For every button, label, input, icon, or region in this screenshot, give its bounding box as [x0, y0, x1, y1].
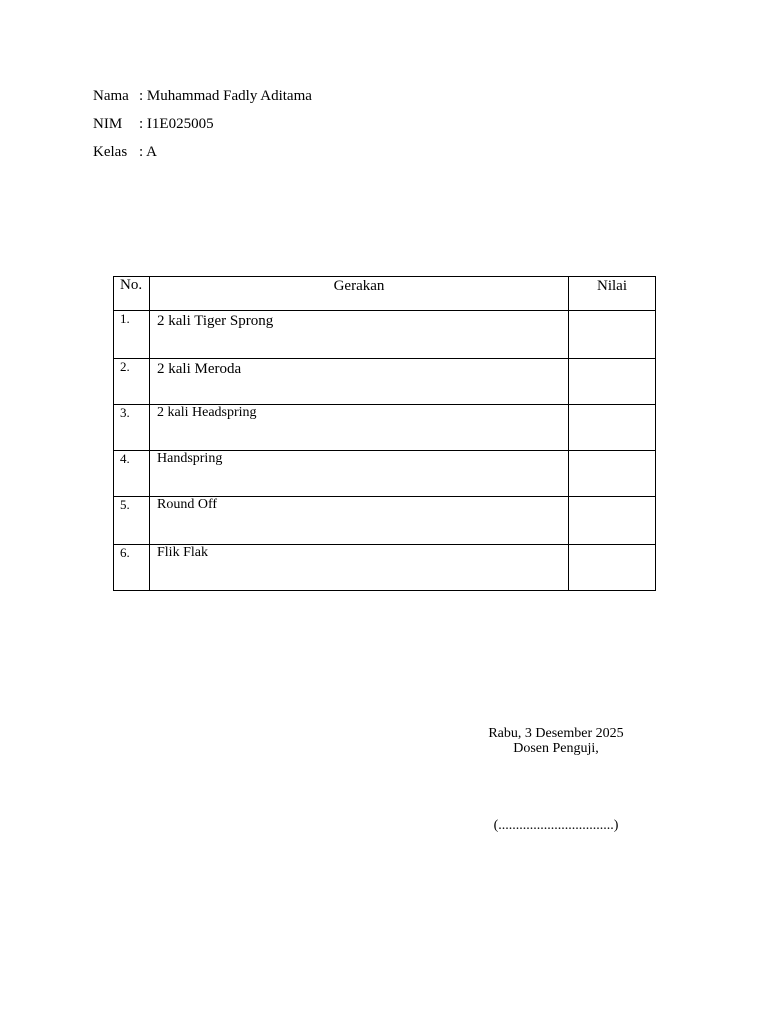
class-row — [93, 142, 312, 170]
header-no: No. — [114, 277, 150, 311]
name-row — [93, 86, 312, 114]
row-nilai — [569, 405, 656, 451]
row-gerakan-cell — [150, 497, 569, 545]
table-row — [114, 359, 656, 405]
nim-row — [93, 114, 312, 142]
nim-label: NIM — [93, 116, 123, 132]
signature-date: Rabu, 3 Desember 2025 — [488, 726, 624, 741]
name-label: Nama — [93, 88, 129, 104]
table-row — [114, 497, 656, 545]
row-gerakan-cell — [150, 545, 569, 591]
row-gerakan: 2 kali Tiger Sprong — [157, 313, 274, 329]
row-gerakan: Flik Flak — [157, 545, 208, 560]
row-gerakan: Handspring — [157, 451, 223, 466]
row-nilai — [569, 451, 656, 497]
row-number: 2. — [114, 359, 150, 405]
student-info — [93, 86, 312, 170]
class-value: : A — [139, 144, 157, 160]
class-label: Kelas — [93, 144, 128, 160]
signature-placeholder: (.................................) — [493, 818, 619, 833]
table-header-row — [114, 277, 656, 311]
row-number: 5. — [114, 497, 150, 545]
header-nilai: Nilai — [569, 277, 656, 311]
row-gerakan-cell — [150, 311, 569, 359]
nim-value: : I1E025005 — [139, 116, 214, 132]
row-number: 1. — [114, 311, 150, 359]
table-row — [114, 545, 656, 591]
row-number: 6. — [114, 545, 150, 591]
row-number: 4. — [114, 451, 150, 497]
row-nilai — [569, 311, 656, 359]
table-row — [114, 311, 656, 359]
row-number: 3. — [114, 405, 150, 451]
row-nilai — [569, 359, 656, 405]
row-gerakan: 2 kali Meroda — [157, 361, 242, 377]
table-row — [114, 451, 656, 497]
row-gerakan-cell — [150, 359, 569, 405]
name-value: : Muhammad Fadly Aditama — [139, 88, 312, 104]
evaluation-table — [113, 276, 656, 591]
signature-role: Dosen Penguji, — [513, 741, 599, 756]
row-nilai — [569, 497, 656, 545]
row-gerakan-cell — [150, 405, 569, 451]
row-gerakan: 2 kali Headspring — [157, 405, 257, 420]
header-gerakan: Gerakan — [150, 277, 569, 311]
table-row — [114, 405, 656, 451]
row-nilai — [569, 545, 656, 591]
row-gerakan-cell — [150, 451, 569, 497]
row-gerakan: Round Off — [157, 497, 218, 512]
